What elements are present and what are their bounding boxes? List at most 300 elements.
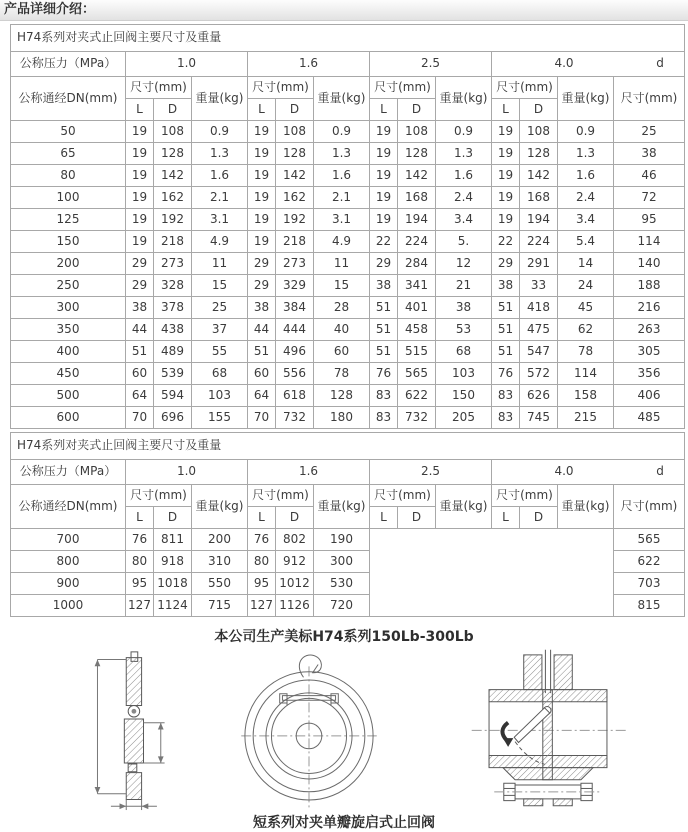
cell-value: 720 bbox=[314, 595, 370, 617]
table-row bbox=[11, 165, 685, 187]
cell-value: 194 bbox=[520, 209, 558, 231]
cell-value: 114 bbox=[558, 363, 614, 385]
cell-value: 539 bbox=[154, 363, 192, 385]
cell-value: 29 bbox=[126, 275, 154, 297]
cell-value: 150 bbox=[436, 385, 492, 407]
cell-dn: 700 bbox=[11, 529, 126, 551]
cell-value: 142 bbox=[398, 165, 436, 187]
cell-value: 918 bbox=[154, 551, 192, 573]
cell-d: 188 bbox=[614, 275, 685, 297]
cell-value: 19 bbox=[126, 143, 154, 165]
table-row bbox=[11, 121, 685, 143]
col-L-header: L bbox=[126, 99, 154, 121]
weight-header-cell: 重量(kg) bbox=[436, 485, 492, 529]
cell-value: 192 bbox=[276, 209, 314, 231]
pressure-2_5-header: 2.5 bbox=[370, 460, 492, 485]
table1-dimensions-weights bbox=[10, 24, 685, 429]
cell-value: 496 bbox=[276, 341, 314, 363]
cell-value: 802 bbox=[276, 529, 314, 551]
cell-value: 19 bbox=[492, 187, 520, 209]
cell-value: 1.3 bbox=[436, 143, 492, 165]
size-header-cell: 尺寸(mm) bbox=[370, 485, 436, 507]
cell-value: 103 bbox=[436, 363, 492, 385]
cell-value: 108 bbox=[398, 121, 436, 143]
size-header-cell: 尺寸(mm) bbox=[126, 485, 192, 507]
cell-value: 158 bbox=[558, 385, 614, 407]
cell-value: 33 bbox=[520, 275, 558, 297]
table-row bbox=[11, 231, 685, 253]
table-row bbox=[11, 187, 685, 209]
table-row bbox=[11, 319, 685, 341]
cell-value: 51 bbox=[492, 341, 520, 363]
cell-value: 2.1 bbox=[314, 187, 370, 209]
cell-value: 19 bbox=[370, 143, 398, 165]
table-row bbox=[11, 529, 685, 551]
cell-value: 29 bbox=[248, 275, 276, 297]
cell-value: 215 bbox=[558, 407, 614, 429]
cell-dn: 450 bbox=[11, 363, 126, 385]
cell-value: 475 bbox=[520, 319, 558, 341]
cell-value: 180 bbox=[314, 407, 370, 429]
cell-value: 328 bbox=[154, 275, 192, 297]
cell-value: 1.6 bbox=[192, 165, 248, 187]
cell-value: 715 bbox=[192, 595, 248, 617]
cell-value: 44 bbox=[126, 319, 154, 341]
cell-value: 19 bbox=[126, 187, 154, 209]
cell-value: 127 bbox=[126, 595, 154, 617]
size-header-cell: 尺寸(mm) bbox=[248, 485, 314, 507]
cell-value: 458 bbox=[398, 319, 436, 341]
cell-value: 127 bbox=[248, 595, 276, 617]
cell-dn: 50 bbox=[11, 121, 126, 143]
cell-value: 341 bbox=[398, 275, 436, 297]
cell-value: 19 bbox=[248, 121, 276, 143]
cell-value: 622 bbox=[398, 385, 436, 407]
cell-value: 1.3 bbox=[558, 143, 614, 165]
dn-header-cell: 公称通经DN(mm) bbox=[11, 485, 126, 529]
weight-header-cell: 重量(kg) bbox=[314, 485, 370, 529]
cell-value: 1.6 bbox=[314, 165, 370, 187]
cell-value: 80 bbox=[126, 551, 154, 573]
cell-value: 19 bbox=[248, 231, 276, 253]
cell-value: 310 bbox=[192, 551, 248, 573]
cell-value: 530 bbox=[314, 573, 370, 595]
table-row bbox=[11, 363, 685, 385]
cell-value: 38 bbox=[492, 275, 520, 297]
cell-value: 51 bbox=[248, 341, 276, 363]
cell-value: 572 bbox=[520, 363, 558, 385]
col-D-header: D bbox=[276, 99, 314, 121]
cell-value: 95 bbox=[126, 573, 154, 595]
cell-value: 44 bbox=[248, 319, 276, 341]
cell-d: 815 bbox=[614, 595, 685, 617]
cell-value: 19 bbox=[126, 231, 154, 253]
cell-d: 263 bbox=[614, 319, 685, 341]
cell-value: 218 bbox=[154, 231, 192, 253]
table-row bbox=[11, 385, 685, 407]
cell-d: 305 bbox=[614, 341, 685, 363]
d-column-label: d bbox=[656, 56, 664, 71]
cell-value: 418 bbox=[520, 297, 558, 319]
cell-value: 162 bbox=[154, 187, 192, 209]
cell-value: 103 bbox=[192, 385, 248, 407]
cell-value: 0.9 bbox=[192, 121, 248, 143]
cell-value: 64 bbox=[126, 385, 154, 407]
cell-d: 216 bbox=[614, 297, 685, 319]
cell-value: 60 bbox=[248, 363, 276, 385]
weight-header-cell: 重量(kg) bbox=[192, 77, 248, 121]
cell-value: 1.3 bbox=[314, 143, 370, 165]
size-header-cell: 尺寸(mm) bbox=[370, 77, 436, 99]
table2-dimensions-weights bbox=[10, 432, 685, 617]
cell-value: 291 bbox=[520, 253, 558, 275]
pressure-4_0-and-d-header bbox=[492, 460, 685, 485]
cell-value: 51 bbox=[492, 319, 520, 341]
cell-value: 29 bbox=[126, 253, 154, 275]
table-row bbox=[11, 341, 685, 363]
cell-value: 128 bbox=[398, 143, 436, 165]
cell-value: 19 bbox=[370, 121, 398, 143]
cell-value: 3.4 bbox=[558, 209, 614, 231]
cell-value: 19 bbox=[248, 143, 276, 165]
cell-value: 51 bbox=[370, 319, 398, 341]
cell-value: 811 bbox=[154, 529, 192, 551]
cell-value: 128 bbox=[154, 143, 192, 165]
cell-value: 51 bbox=[126, 341, 154, 363]
cell-value: 19 bbox=[492, 121, 520, 143]
cell-value: 200 bbox=[192, 529, 248, 551]
cell-value: 0.9 bbox=[558, 121, 614, 143]
cell-value: 444 bbox=[276, 319, 314, 341]
cell-value: 83 bbox=[370, 385, 398, 407]
cell-value: 329 bbox=[276, 275, 314, 297]
cell-value: 83 bbox=[492, 385, 520, 407]
pressure-4_0-label: 4.0 bbox=[554, 56, 574, 71]
cell-value: 1.6 bbox=[436, 165, 492, 187]
weight-header-cell: 重量(kg) bbox=[436, 77, 492, 121]
cell-value: 384 bbox=[276, 297, 314, 319]
col-L-header: L bbox=[248, 507, 276, 529]
cell-value: 15 bbox=[192, 275, 248, 297]
cell-d: 565 bbox=[614, 529, 685, 551]
cell-value: 76 bbox=[492, 363, 520, 385]
cell-d: 406 bbox=[614, 385, 685, 407]
cell-value: 108 bbox=[276, 121, 314, 143]
cell-value: 78 bbox=[558, 341, 614, 363]
size-header-cell: 尺寸(mm) bbox=[126, 77, 192, 99]
cell-value: 22 bbox=[370, 231, 398, 253]
d-size-header-cell: 尺寸(mm) bbox=[614, 77, 685, 121]
cell-value: 190 bbox=[314, 529, 370, 551]
pressure-1_0-header: 1.0 bbox=[126, 460, 248, 485]
cell-value: 5.4 bbox=[558, 231, 614, 253]
cell-value: 53 bbox=[436, 319, 492, 341]
cell-d: 356 bbox=[614, 363, 685, 385]
cell-d: 46 bbox=[614, 165, 685, 187]
cell-value: 1126 bbox=[276, 595, 314, 617]
cell-dn: 1000 bbox=[11, 595, 126, 617]
cell-d: 72 bbox=[614, 187, 685, 209]
col-L-header: L bbox=[492, 507, 520, 529]
cell-value: 29 bbox=[370, 253, 398, 275]
cell-value: 64 bbox=[248, 385, 276, 407]
cell-value: 912 bbox=[276, 551, 314, 573]
cell-value: 80 bbox=[248, 551, 276, 573]
pressure-1_0-header: 1.0 bbox=[126, 52, 248, 77]
cell-d: 485 bbox=[614, 407, 685, 429]
cell-value: 2.1 bbox=[192, 187, 248, 209]
cell-value: 378 bbox=[154, 297, 192, 319]
cell-value: 38 bbox=[436, 297, 492, 319]
cell-value: 22 bbox=[492, 231, 520, 253]
cell-value: 205 bbox=[436, 407, 492, 429]
cell-value: 2.4 bbox=[436, 187, 492, 209]
cell-value: 19 bbox=[248, 209, 276, 231]
cell-value: 19 bbox=[370, 165, 398, 187]
cell-value: 1.3 bbox=[192, 143, 248, 165]
cell-value: 19 bbox=[492, 143, 520, 165]
empty-merged-cell bbox=[370, 529, 614, 617]
cell-dn: 350 bbox=[11, 319, 126, 341]
size-header-cell: 尺寸(mm) bbox=[492, 485, 558, 507]
cell-value: 19 bbox=[126, 121, 154, 143]
cell-value: 300 bbox=[314, 551, 370, 573]
cell-dn: 80 bbox=[11, 165, 126, 187]
cell-value: 38 bbox=[370, 275, 398, 297]
cell-value: 19 bbox=[126, 165, 154, 187]
cell-value: 1124 bbox=[154, 595, 192, 617]
cell-value: 11 bbox=[192, 253, 248, 275]
cell-value: 78 bbox=[314, 363, 370, 385]
cell-value: 696 bbox=[154, 407, 192, 429]
weight-header-cell: 重量(kg) bbox=[314, 77, 370, 121]
cell-d: 114 bbox=[614, 231, 685, 253]
cell-value: 4.9 bbox=[314, 231, 370, 253]
cell-value: 38 bbox=[248, 297, 276, 319]
cell-value: 28 bbox=[314, 297, 370, 319]
cell-value: 51 bbox=[492, 297, 520, 319]
cell-value: 142 bbox=[154, 165, 192, 187]
col-L-header: L bbox=[126, 507, 154, 529]
cell-value: 68 bbox=[192, 363, 248, 385]
table-row bbox=[11, 143, 685, 165]
cell-value: 547 bbox=[520, 341, 558, 363]
col-L-header: L bbox=[492, 99, 520, 121]
page-header-bar bbox=[0, 0, 688, 21]
drawings-row bbox=[0, 648, 688, 811]
cell-value: 218 bbox=[276, 231, 314, 253]
col-D-header: D bbox=[154, 99, 192, 121]
cell-value: 83 bbox=[492, 407, 520, 429]
cell-value: 76 bbox=[248, 529, 276, 551]
cell-value: 224 bbox=[520, 231, 558, 253]
cell-value: 14 bbox=[558, 253, 614, 275]
wafer-valve-cross-section-drawing bbox=[452, 648, 644, 811]
cell-dn: 900 bbox=[11, 573, 126, 595]
cell-dn: 300 bbox=[11, 297, 126, 319]
cell-value: 556 bbox=[276, 363, 314, 385]
cell-value: 12 bbox=[436, 253, 492, 275]
col-D-header: D bbox=[276, 507, 314, 529]
cell-dn: 150 bbox=[11, 231, 126, 253]
cell-value: 45 bbox=[558, 297, 614, 319]
size-header-cell: 尺寸(mm) bbox=[248, 77, 314, 99]
cell-value: 60 bbox=[126, 363, 154, 385]
cell-value: 83 bbox=[370, 407, 398, 429]
cell-value: 68 bbox=[436, 341, 492, 363]
cell-value: 192 bbox=[154, 209, 192, 231]
cell-value: 1.6 bbox=[558, 165, 614, 187]
weight-header-cell: 重量(kg) bbox=[558, 77, 614, 121]
col-D-header: D bbox=[520, 507, 558, 529]
cell-value: 24 bbox=[558, 275, 614, 297]
cell-value: 438 bbox=[154, 319, 192, 341]
cell-d: 38 bbox=[614, 143, 685, 165]
note-text: 本公司生产美标H74系列150Lb-300Lb bbox=[214, 629, 474, 645]
cell-value: 25 bbox=[192, 297, 248, 319]
cell-value: 0.9 bbox=[314, 121, 370, 143]
cell-value: 732 bbox=[276, 407, 314, 429]
cell-value: 162 bbox=[276, 187, 314, 209]
cell-value: 224 bbox=[398, 231, 436, 253]
table-row bbox=[11, 407, 685, 429]
cell-value: 55 bbox=[192, 341, 248, 363]
cell-value: 19 bbox=[248, 187, 276, 209]
d-column-label: d bbox=[656, 464, 664, 479]
cell-value: 108 bbox=[154, 121, 192, 143]
caption-text: 短系列对夹单瓣旋启式止回阀 bbox=[253, 815, 435, 831]
cell-value: 745 bbox=[520, 407, 558, 429]
table-row bbox=[11, 209, 685, 231]
cell-d: 95 bbox=[614, 209, 685, 231]
cell-value: 70 bbox=[126, 407, 154, 429]
cell-value: 51 bbox=[370, 297, 398, 319]
pressure-2_5-header: 2.5 bbox=[370, 52, 492, 77]
cell-value: 19 bbox=[126, 209, 154, 231]
weight-header-cell: 重量(kg) bbox=[192, 485, 248, 529]
cell-value: 37 bbox=[192, 319, 248, 341]
cell-dn: 125 bbox=[11, 209, 126, 231]
cell-d: 25 bbox=[614, 121, 685, 143]
pressure-1_6-header: 1.6 bbox=[248, 52, 370, 77]
cell-value: 51 bbox=[370, 341, 398, 363]
cell-d: 703 bbox=[614, 573, 685, 595]
pressure-1_6-header: 1.6 bbox=[248, 460, 370, 485]
cell-value: 62 bbox=[558, 319, 614, 341]
col-L-header: L bbox=[370, 507, 398, 529]
cell-d: 140 bbox=[614, 253, 685, 275]
cell-value: 29 bbox=[492, 253, 520, 275]
cell-value: 550 bbox=[192, 573, 248, 595]
pressure-4_0-and-d-header bbox=[492, 52, 685, 77]
cell-value: 15 bbox=[314, 275, 370, 297]
cell-value: 194 bbox=[398, 209, 436, 231]
col-L-header: L bbox=[248, 99, 276, 121]
cell-value: 19 bbox=[492, 209, 520, 231]
pressure-label-cell: 公称压力（MPa） bbox=[11, 460, 126, 485]
cell-value: 21 bbox=[436, 275, 492, 297]
weight-header-cell: 重量(kg) bbox=[558, 485, 614, 529]
cell-dn: 500 bbox=[11, 385, 126, 407]
cell-value: 1018 bbox=[154, 573, 192, 595]
cell-value: 168 bbox=[520, 187, 558, 209]
cell-value: 29 bbox=[248, 253, 276, 275]
cell-value: 142 bbox=[520, 165, 558, 187]
cell-value: 142 bbox=[276, 165, 314, 187]
cell-value: 401 bbox=[398, 297, 436, 319]
d-size-header-cell: 尺寸(mm) bbox=[614, 485, 685, 529]
cell-value: 3.1 bbox=[314, 209, 370, 231]
cell-value: 19 bbox=[370, 209, 398, 231]
cell-value: 273 bbox=[276, 253, 314, 275]
page-title: 产品详细介绍： bbox=[4, 2, 96, 17]
cell-value: 0.9 bbox=[436, 121, 492, 143]
cell-value: 565 bbox=[398, 363, 436, 385]
col-D-header: D bbox=[398, 507, 436, 529]
cell-value: 273 bbox=[154, 253, 192, 275]
pressure-4_0-label: 4.0 bbox=[554, 464, 574, 479]
cell-value: 95 bbox=[248, 573, 276, 595]
cell-value: 11 bbox=[314, 253, 370, 275]
size-header-cell: 尺寸(mm) bbox=[492, 77, 558, 99]
cell-value: 3.1 bbox=[192, 209, 248, 231]
cell-value: 594 bbox=[154, 385, 192, 407]
cell-dn: 250 bbox=[11, 275, 126, 297]
cell-value: 76 bbox=[126, 529, 154, 551]
col-D-header: D bbox=[520, 99, 558, 121]
cell-value: 60 bbox=[314, 341, 370, 363]
cell-value: 155 bbox=[192, 407, 248, 429]
cell-dn: 100 bbox=[11, 187, 126, 209]
table1-title: H74系列对夹式止回阀主要尺寸及重量 bbox=[11, 25, 685, 52]
cell-value: 5. bbox=[436, 231, 492, 253]
cell-value: 3.4 bbox=[436, 209, 492, 231]
table-row bbox=[11, 275, 685, 297]
table-row bbox=[11, 297, 685, 319]
cell-value: 128 bbox=[314, 385, 370, 407]
cell-value: 19 bbox=[248, 165, 276, 187]
cell-dn: 400 bbox=[11, 341, 126, 363]
cell-d: 622 bbox=[614, 551, 685, 573]
cell-value: 128 bbox=[276, 143, 314, 165]
cell-value: 2.4 bbox=[558, 187, 614, 209]
table1-body bbox=[11, 121, 685, 429]
cell-value: 19 bbox=[492, 165, 520, 187]
cell-value: 4.9 bbox=[192, 231, 248, 253]
cell-value: 284 bbox=[398, 253, 436, 275]
col-D-header: D bbox=[398, 99, 436, 121]
pressure-label-cell: 公称压力（MPa） bbox=[11, 52, 126, 77]
cell-value: 515 bbox=[398, 341, 436, 363]
cell-dn: 800 bbox=[11, 551, 126, 573]
cell-value: 168 bbox=[398, 187, 436, 209]
cell-value: 108 bbox=[520, 121, 558, 143]
cell-value: 70 bbox=[248, 407, 276, 429]
table2-title: H74系列对夹式止回阀主要尺寸及重量 bbox=[11, 433, 685, 460]
cell-value: 489 bbox=[154, 341, 192, 363]
cell-dn: 200 bbox=[11, 253, 126, 275]
cell-value: 40 bbox=[314, 319, 370, 341]
col-D-header: D bbox=[154, 507, 192, 529]
cell-value: 1012 bbox=[276, 573, 314, 595]
cell-value: 128 bbox=[520, 143, 558, 165]
cell-value: 76 bbox=[370, 363, 398, 385]
dn-header-cell: 公称通经DN(mm) bbox=[11, 77, 126, 121]
cell-value: 618 bbox=[276, 385, 314, 407]
cell-dn: 65 bbox=[11, 143, 126, 165]
cell-value: 38 bbox=[126, 297, 154, 319]
wafer-valve-side-section-drawing bbox=[62, 648, 202, 811]
